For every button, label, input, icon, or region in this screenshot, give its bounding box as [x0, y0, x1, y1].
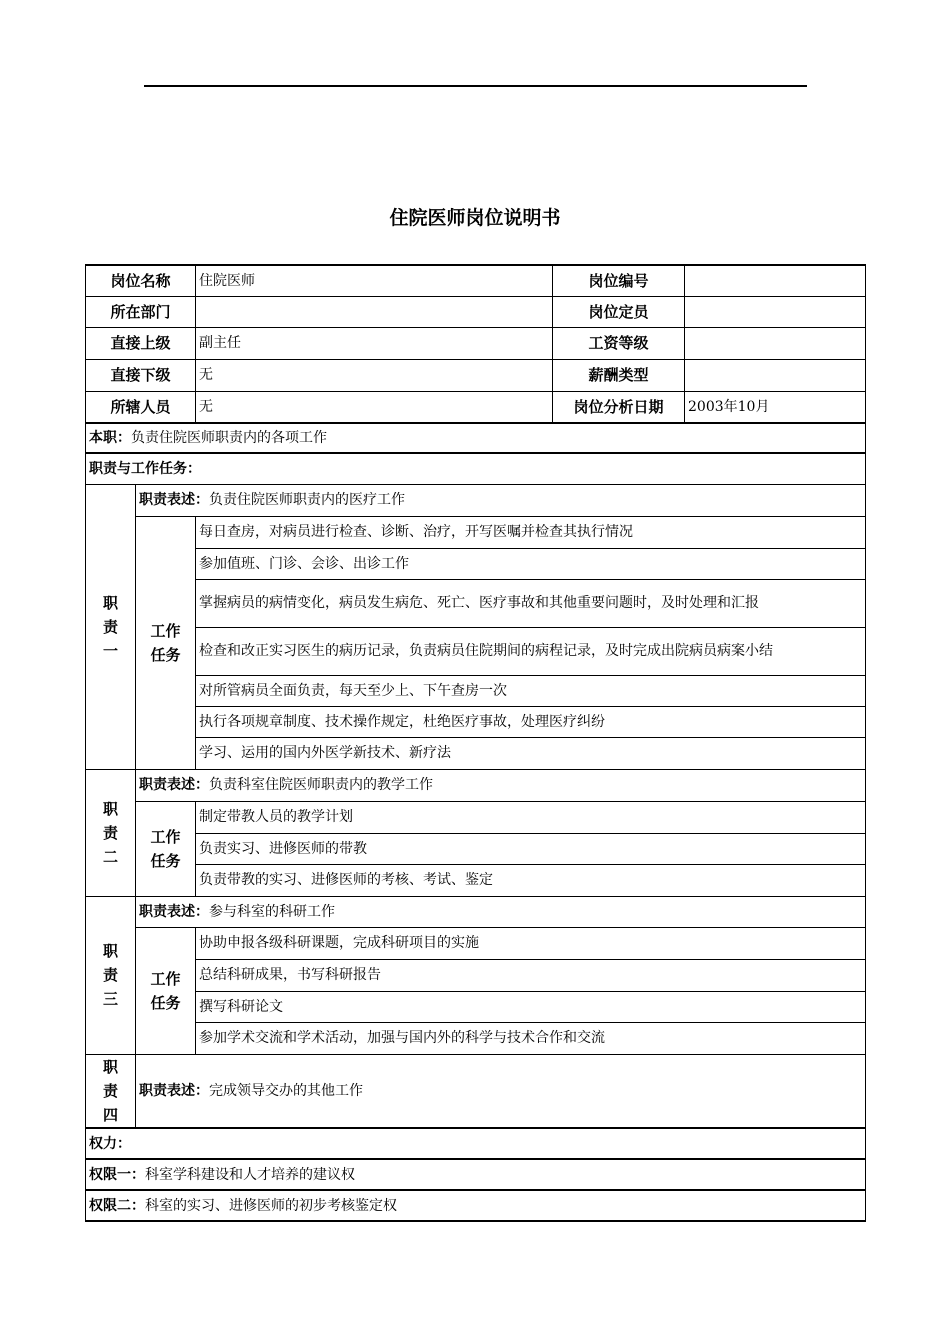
task-item: 对所管病员全面负责，每天至少上、下午查房一次 [196, 675, 866, 706]
task-item: 负责带教的实习、进修医师的考核、考试、鉴定 [196, 864, 866, 896]
job-description-table [85, 264, 866, 1222]
task-item: 执行各项规章制度、技术操作规定，杜绝医疗事故，处理医疗纠纷 [196, 706, 866, 737]
task-item: 参加学术交流和学术活动，加强与国内外的科学与技术合作和交流 [196, 1022, 866, 1054]
staff-value: 无 [196, 391, 553, 423]
duty-2-statement: 职责表述：负责科室住院医师职责内的教学工作 [136, 769, 866, 801]
task-item: 撰写科研论文 [196, 991, 866, 1022]
pay-type-label: 薪酬类型 [553, 359, 685, 391]
analysis-date-value: 2003年10月 [685, 391, 866, 423]
pay-type-value [685, 359, 866, 391]
superior-value: 副主任 [196, 327, 553, 359]
document-title: 住院医师岗位说明书 [389, 207, 561, 229]
grade-label: 工资等级 [553, 327, 685, 359]
duty-4-statement: 职责表述：完成领导交办的其他工作 [136, 1054, 866, 1128]
subordinate-value: 无 [196, 359, 553, 391]
duty-4-name: 职 责 四 [86, 1054, 136, 1128]
task-item: 参加值班、门诊、会诊、出诊工作 [196, 548, 866, 579]
staff-label: 所辖人员 [86, 391, 196, 423]
task-item: 掌握病员的病情变化，病员发生病危、死亡、医疗事故和其他重要问题时，及时处理和汇报 [196, 579, 866, 627]
job-no-label: 岗位编号 [553, 265, 685, 296]
summary-text: 负责住院医师职责内的各项工作 [131, 430, 327, 446]
job-no-value [685, 265, 866, 296]
duty-2-task-label: 工作 任务 [136, 801, 196, 896]
superior-label: 直接上级 [86, 327, 196, 359]
job-name-value: 住院医师 [196, 265, 553, 296]
duty-1-name: 职 责 一 [86, 484, 136, 769]
authority-item: 权限二：科室的实习、进修医师的初步考核鉴定权 [86, 1190, 866, 1221]
task-item: 总结科研成果，书写科研报告 [196, 959, 866, 991]
subordinate-label: 直接下级 [86, 359, 196, 391]
quota-label: 岗位定员 [553, 296, 685, 327]
duties-heading: 职责与工作任务： [86, 453, 866, 484]
task-item: 制定带教人员的教学计划 [196, 801, 866, 833]
duty-3-task-label: 工作 任务 [136, 927, 196, 1054]
quota-value [685, 296, 866, 327]
task-item: 检查和改正实习医生的病历记录，负责病员住院期间的病程记录，及时完成出院病员病案小结 [196, 627, 866, 675]
task-item: 学习、运用的国内外医学新技术、新疗法 [196, 737, 866, 769]
dept-value [196, 296, 553, 327]
task-item: 负责实习、进修医师的带教 [196, 833, 866, 864]
authority-item: 权限一：科室学科建设和人才培养的建议权 [86, 1159, 866, 1190]
task-item: 协助申报各级科研课题，完成科研项目的实施 [196, 927, 866, 959]
header-rule [144, 85, 807, 87]
duty-1-statement: 职责表述：负责住院医师职责内的医疗工作 [136, 484, 866, 516]
dept-label: 所在部门 [86, 296, 196, 327]
grade-value [685, 327, 866, 359]
duty-3-name: 职 责 三 [86, 896, 136, 1054]
authority-heading: 权力： [86, 1128, 866, 1159]
duty-3-statement: 职责表述：参与科室的科研工作 [136, 896, 866, 927]
duty-1-task-label: 工作 任务 [136, 516, 196, 769]
summary-row [86, 423, 866, 453]
duty-2-name: 职 责 二 [86, 769, 136, 896]
summary-label: 本职： [89, 430, 131, 446]
job-name-label: 岗位名称 [86, 265, 196, 296]
analysis-date-label: 岗位分析日期 [553, 391, 685, 423]
task-item: 每日查房，对病员进行检查、诊断、治疗，开写医嘱并检查其执行情况 [196, 516, 866, 548]
